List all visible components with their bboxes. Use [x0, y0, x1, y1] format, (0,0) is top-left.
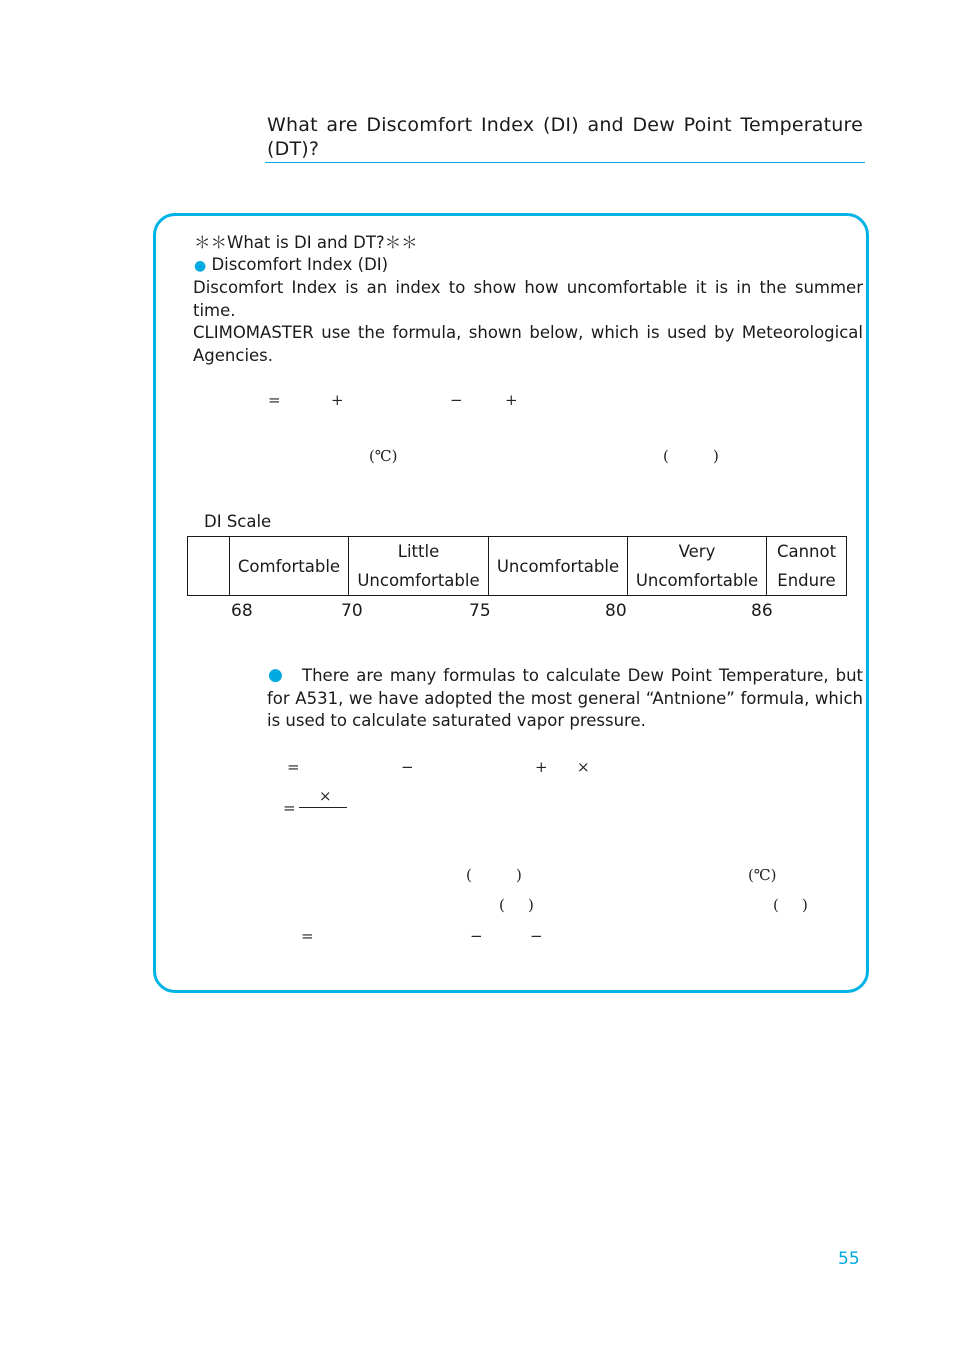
di-scale-tick: 86	[751, 601, 773, 621]
dt-description: There are many formulas to calculate Dew Point Temperature, but for A531, we have adopted the most general “Antnione” formula, which is used to calculate saturated vapor pressure.	[267, 666, 863, 730]
di-scale-tick: 70	[341, 601, 363, 621]
di-formula-intro: CLIMOMASTER use the formula, shown below, which is used by Meteorological Agencies.	[193, 323, 863, 365]
bullet-dot-icon: ●	[194, 258, 207, 274]
di-description: Discomfort Index is an index to show how uncomfortable it is in the summer time.	[193, 278, 863, 320]
dt-def-paren-open: (	[773, 896, 779, 914]
di-scale-table	[187, 536, 847, 596]
dt-def-celsius-unit: (℃)	[748, 866, 777, 884]
di-formula-paren-open: (	[663, 447, 669, 465]
panel-title: ＊＊What is DI and DT?＊＊	[194, 233, 418, 252]
dt-def-paren-close: )	[516, 866, 522, 884]
heading-underline	[265, 162, 865, 163]
dt-formula-minus: −	[530, 927, 543, 945]
di-scale-tick: 68	[231, 601, 253, 621]
di-scale-cell-comfortable: Comfortable	[230, 537, 349, 596]
dt-formula-minus: −	[470, 927, 483, 945]
table-row	[188, 537, 847, 596]
dt-def-paren-open: (	[499, 896, 505, 914]
di-section-heading	[194, 254, 388, 277]
di-scale-tick: 80	[605, 601, 627, 621]
bullet-dot-icon: ●	[268, 665, 283, 685]
di-formula-minus: −	[450, 391, 463, 409]
di-scale-cell-cannot-endure: Cannot Endure	[767, 537, 847, 596]
di-scale-label: DI Scale	[204, 512, 272, 531]
di-scale-cell-very-uncomfortable: Very Uncomfortable	[628, 537, 767, 596]
dt-formula-times: ×	[577, 758, 590, 776]
di-section-label: Discomfort Index (DI)	[211, 255, 389, 274]
di-formula-paren-close: )	[713, 447, 719, 465]
dt-def-paren-close: )	[528, 896, 534, 914]
di-scale-tick: 75	[469, 601, 491, 621]
dt-fraction-times: ×	[319, 787, 332, 805]
di-scale-cell-blank	[188, 537, 230, 596]
fraction-bar	[299, 807, 347, 808]
di-scale-cell-uncomfortable: Uncomfortable	[489, 537, 628, 596]
di-formula-plus: +	[331, 391, 344, 409]
dt-formula-minus: −	[401, 758, 414, 776]
dt-formula-plus: +	[535, 758, 548, 776]
page-number: 55	[838, 1249, 860, 1269]
dt-formula-equals: =	[287, 758, 300, 776]
di-formula-equals: =	[268, 391, 281, 409]
dt-def-paren-open: (	[466, 866, 472, 884]
di-scale-cell-little-uncomfortable: Little Uncomfortable	[349, 537, 489, 596]
dt-formula-equals: =	[301, 927, 314, 945]
dt-fraction-equals: =	[283, 799, 296, 817]
di-formula-plus-2: +	[505, 391, 518, 409]
page-heading: What are Discomfort Index (DI) and Dew Point Temperature (DT)?	[267, 114, 863, 160]
dt-def-paren-close: )	[802, 896, 808, 914]
di-formula-celsius-unit: (℃)	[369, 447, 398, 465]
